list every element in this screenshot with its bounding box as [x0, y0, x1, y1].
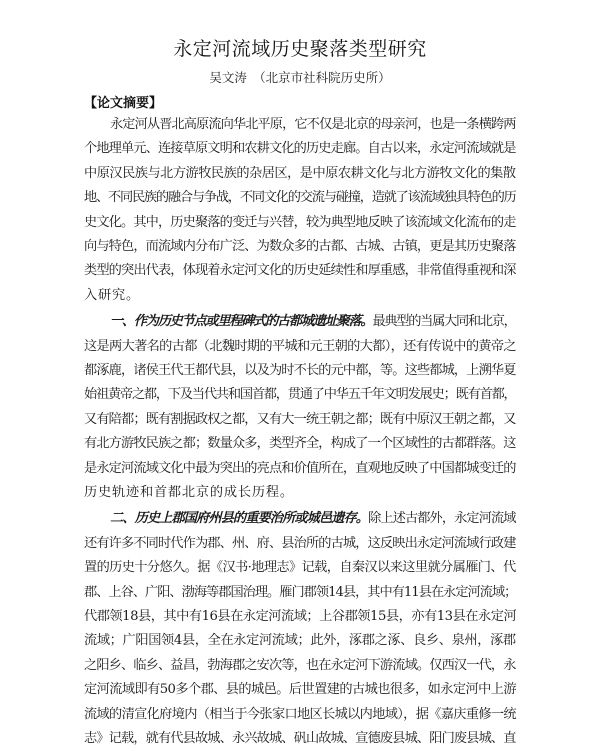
text-line — [84, 408, 516, 432]
line-text: 代郡领18县，其中有16县在永定河流域；上谷郡领15县，亦有13县在永定河 — [84, 609, 517, 624]
text-line — [84, 359, 516, 383]
text-line — [110, 310, 516, 334]
text-line — [84, 654, 516, 678]
text-line — [84, 383, 516, 407]
text-line — [84, 703, 516, 727]
text-line — [110, 507, 516, 531]
text-line — [84, 432, 516, 456]
line-text: 最典型的当属大同和北京， — [372, 314, 516, 330]
line-text: 置的历史十分悠久。据《汉书·地理志》记载，自秦汉以来这里就分属雁门、代 — [84, 560, 516, 576]
line-text: 史文化。其中，历史聚落的变迁与兴替，较为典型地反映了该流域文化流布的走 — [84, 214, 516, 230]
line-text: 永定河从晋北高原流向华北平原，它不仅是北京的母亲河，也是一条横跨两 — [110, 117, 516, 132]
line-text: 类型的突出代表，体现着永定河文化的历史延续性和厚重感，非常值得重视和深 — [84, 263, 516, 279]
line-text: 志》记载，就有代县故城、永兴故城、矾山故城、宣德废县城、阳门废县城、直 — [84, 731, 516, 746]
text-line — [84, 556, 516, 580]
line-text: 都涿鹿，诸侯王代王都代县，以及为时不长的元中都，等。这些都城，上溯华夏 — [84, 363, 516, 378]
line-text: 个地理单元、连接草原文明和农耕文化的历史走廊。自古以来，永定河流域就是 — [84, 141, 516, 157]
line-text: 流域的清宣化府境内（相当于今张家口地区长城以内地域），据《嘉庆重修一统 — [84, 706, 516, 722]
text-line — [84, 211, 516, 235]
line-text: 流域；广阳国领4县，全在永定河流域；此外，涿郡之涿、良乡、泉州，涿郡 — [84, 633, 516, 649]
line-text: 郡、上谷、广阳、渤海等郡国治理。雁门郡领14县，其中有11县在永定河流域； — [84, 584, 517, 600]
text-line — [110, 113, 516, 137]
line-text: 这是两大著名的古都（北魏时期的平城和元王朝的大都），还有传说中的黄帝之 — [84, 338, 516, 354]
text-line — [84, 235, 516, 259]
abstract-label: 【论文摘要】 — [84, 96, 163, 111]
line-text: 历史轨迹和首都北京的成长历程。 — [84, 485, 294, 500]
line-text: 地、不同民族的融合与争战，不同文化的交流与碰撞，造就了该流域独具特色的历 — [84, 190, 516, 206]
line-text: 除上述古都外，永定河流域 — [368, 511, 516, 527]
text-line — [84, 581, 516, 605]
line-text: 入研究。 — [84, 287, 140, 303]
line-text: 之阳乡、临乡、益昌，勃海郡之安次等，也在永定河下游流域。仅西汉一代，永 — [84, 657, 516, 673]
text-line — [84, 137, 516, 161]
line-text: 向与特色，而流域内分布广泛、为数众多的古都、古城、古镇，更是其历史聚落 — [84, 239, 516, 254]
text-line — [84, 605, 516, 629]
text-line — [84, 186, 516, 210]
text-line — [84, 532, 516, 556]
text-line — [84, 259, 516, 283]
text-line — [84, 284, 140, 308]
section-heading: 二、历史上郡国府州县的重要治所或城邑遗存。 — [110, 511, 369, 527]
text-line — [84, 678, 516, 702]
line-text: 始祖黄帝之都，下及当代共和国首都，贯通了中华五千年文明发展史；既有首都， — [84, 387, 516, 403]
author-affiliation: 吴文涛 （北京市社科院历史所） — [209, 70, 391, 85]
text-line — [84, 481, 294, 505]
line-text: 有北方游牧民族之都；数量众多，类型齐全，构成了一个区域性的古都群落。这 — [84, 436, 516, 452]
text-line — [84, 162, 516, 186]
line-text: 中原汉民族与北方游牧民族的杂居区，是中原农耕文化与北方游牧文化的集散 — [84, 165, 516, 181]
line-text: 又有陪都；既有割据政权之都，又有大一统王朝之都；既有中原汉王朝之都，又 — [84, 411, 516, 427]
paper-title: 永定河流域历史聚落类型研究 — [173, 38, 427, 60]
line-text: 定河流域即有50多个郡、县的城邑。后世置建的古城也很多，如永定河中上游 — [84, 682, 516, 698]
text-line — [84, 629, 516, 653]
section-heading: 一、作为历史节点或里程碑式的古都城遗址聚落。 — [110, 314, 373, 330]
line-text: 是永定河流域文化中最为突出的亮点和价值所在，直观地反映了中国都城变迁的 — [84, 460, 516, 476]
line-text: 还有许多不同时代作为郡、州、府、县治所的古城，这反映出永定河流域行政建 — [84, 535, 516, 551]
text-line — [84, 335, 516, 359]
text-line — [84, 727, 516, 751]
text-line — [84, 457, 516, 481]
